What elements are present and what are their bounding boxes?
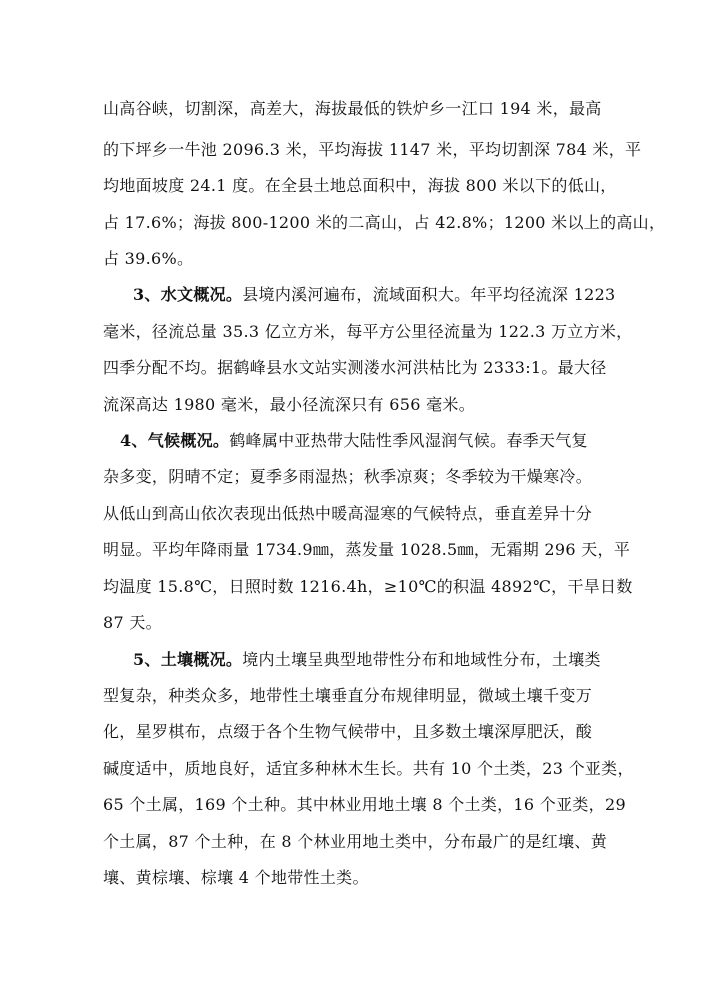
text-line: 化，星罗棋布，点缀于各个生物气候带中，且多数土壤深厚肥沃，酸 <box>103 722 593 741</box>
text-line: 87 天。 <box>103 613 162 632</box>
text-line: 均温度 15.8℃，日照时数 1216.4h，≥10℃的积温 4892℃，干旱日数 <box>103 577 633 596</box>
text-line: 山高谷峡，切割深，高差大，海拔最低的铁炉乡一江口 194 米，最高 <box>103 99 602 118</box>
section-5-first-line <box>133 650 601 670</box>
section-5-heading: 5、土壤概况。 <box>133 650 243 669</box>
text-line: 的下坪乡一牛池 2096.3 米，平均海拔 1147 米，平均切割深 784 米，平 <box>103 140 642 159</box>
section-4-first-line <box>120 431 588 451</box>
text-line: 壤、黄棕壤、棕壤 4 个地带性土类。 <box>103 868 369 887</box>
text-line: 占 39.6%。 <box>103 249 194 268</box>
text-line: 毫米，径流总量 35.3 亿立方米，每平方公里径流量为 122.3 万立方米， <box>103 322 633 341</box>
text-span: 鹤峰属中亚热带大陆性季风湿润气候。春季天气复 <box>229 431 588 450</box>
text-line: 从低山到高山依次表现出低热中暖高湿寒的气候特点，垂直差异十分 <box>103 504 593 523</box>
text-line: 杂多变，阴晴不定；夏季多雨湿热；秋季凉爽；冬季较为干燥寒冷。 <box>103 467 593 486</box>
text-span: 县境内溪河遍布，流域面积大。年平均径流深 1223 <box>242 285 616 304</box>
text-span: 境内土壤呈典型地带性分布和地域性分布，土壤类 <box>242 650 601 669</box>
text-line: 四季分配不均。据鹤峰县水文站实测溇水河洪枯比为 2333:1。最大径 <box>103 358 607 377</box>
text-line: 型复杂，种类众多，地带性土壤垂直分布规律明显，微域土壤千变万 <box>103 686 593 705</box>
section-4-heading: 4、气候概况。 <box>120 431 230 450</box>
text-line: 占 17.6%；海拔 800-1200 米的二高山，占 42.8%；1200 米以上的高山， <box>103 213 666 232</box>
section-3-first-line <box>133 285 616 305</box>
text-line: 65 个土属，169 个土种。其中林业用地土壤 8 个土类，16 个亚类，29 <box>103 795 626 814</box>
section-3-heading: 3、水文概况。 <box>133 285 243 304</box>
text-line: 碱度适中，质地良好，适宜多种林木生长。共有 10 个土类，23 个亚类， <box>103 759 634 778</box>
text-line: 个土属，87 个土种，在 8 个林业用地土类中，分布最广的是红壤、黄 <box>103 832 607 851</box>
text-line: 均地面坡度 24.1 度。在全县土地总面积中，海拔 800 米以下的低山， <box>103 176 617 195</box>
text-line: 明显。平均年降雨量 1734.9㎜，蒸发量 1028.5㎜，无霜期 296 天，平 <box>103 540 631 559</box>
text-line: 流深高达 1980 毫米，最小径流深只有 656 毫米。 <box>103 395 476 414</box>
